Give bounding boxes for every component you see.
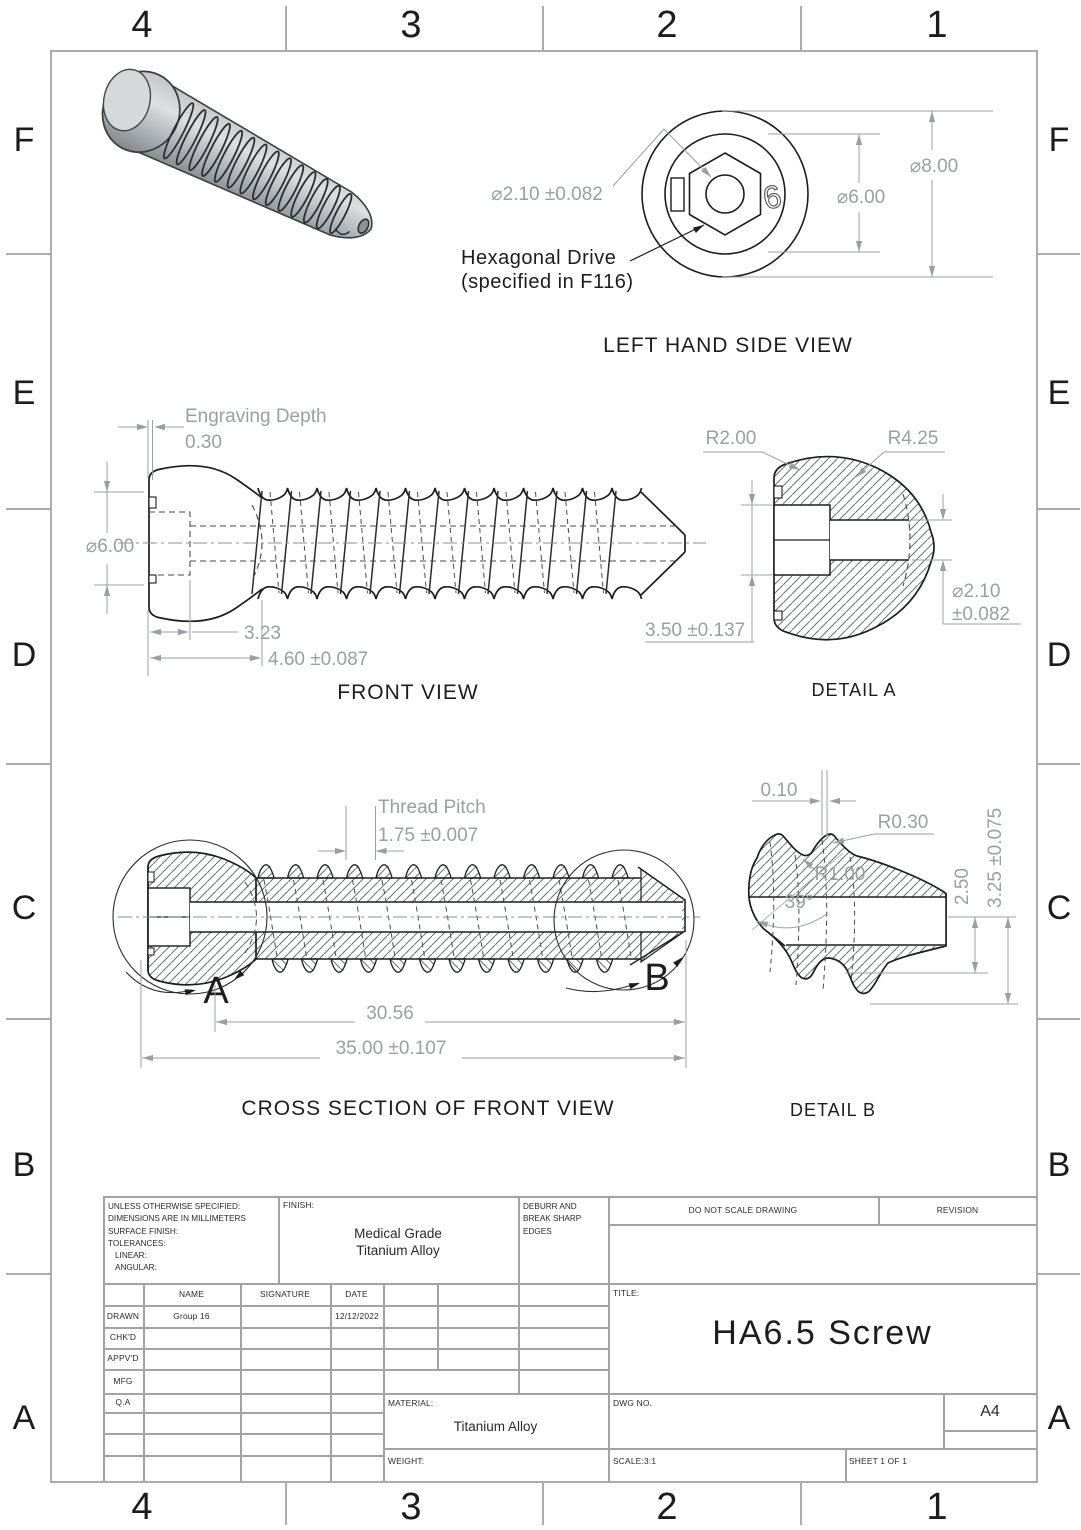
zone-row-label: B: [12, 1146, 36, 1184]
zone-row-label: E: [1047, 374, 1071, 412]
dim-hole-line1: ⌀2.10: [952, 581, 1001, 602]
scale-label: SCALE:3:1: [613, 1456, 657, 1466]
zone-row-label: D: [11, 636, 37, 674]
col-header-date: DATE: [345, 1289, 368, 1299]
detail-b-view: [749, 770, 1018, 1120]
material-value: Titanium Alloy: [453, 1419, 538, 1434]
drawn-name: Group 16: [173, 1311, 210, 1321]
zone-col-label: 4: [131, 1486, 153, 1528]
left-hand-side-view: [461, 111, 993, 357]
cannulation-circle: [706, 175, 744, 213]
dim-head-outer-diameter: ⌀8.00: [909, 156, 959, 177]
zone-row-label: D: [1046, 636, 1072, 674]
deburr-note: DEBURR AND BREAK SHARP EDGES: [523, 1202, 582, 1236]
view-title-lhs: LEFT HAND SIDE VIEW: [603, 334, 853, 357]
zone-row-label: E: [12, 374, 36, 412]
sheet-label: SHEET 1 OF 1: [849, 1456, 908, 1466]
dim-total-length: 35.00 ±0.107: [335, 1038, 447, 1059]
front-view: [86, 406, 706, 704]
engraved-six: 6: [759, 177, 785, 217]
dim-crest-radius: R0.30: [877, 812, 929, 833]
zone-col-label: 4: [131, 4, 153, 46]
dim-thread-angle: 39°: [784, 892, 814, 913]
dim-core-radius: 2.50: [952, 868, 973, 905]
zone-col-label: 2: [656, 1486, 678, 1528]
thread-pitch-value: 1.75 ±0.007: [378, 825, 479, 846]
weight-label: WEIGHT:: [388, 1456, 425, 1466]
zone-col-label: 3: [400, 4, 422, 46]
detail-a-view: [645, 428, 1021, 700]
dim-hole-diameter: ⌀2.10 ±0.082: [491, 184, 603, 205]
zone-col-label: 3: [400, 1486, 422, 1528]
row-label-qa: Q.A: [115, 1397, 131, 1407]
dim-outer-radius: 3.25 ±0.075: [985, 807, 1006, 908]
do-not-scale-note: DO NOT SCALE DRAWING: [688, 1205, 798, 1215]
view-title-detail-b: DETAIL B: [789, 1100, 877, 1120]
finish-label: FINISH:: [283, 1200, 315, 1210]
col-header-name: NAME: [179, 1289, 204, 1299]
dim-head-inner-diameter: ⌀6.00: [836, 187, 886, 208]
engraved-slot: [671, 178, 684, 211]
col-header-signature: SIGNATURE: [259, 1289, 311, 1299]
finish-value: Medical Grade Titanium Alloy: [354, 1226, 442, 1258]
view-title-front: FRONT VIEW: [337, 681, 479, 704]
zone-col-label: 1: [926, 1486, 948, 1528]
cross-section-view: [113, 797, 700, 1120]
row-label-appvd: APPV'D: [107, 1353, 139, 1363]
zone-row-label: F: [13, 121, 35, 159]
note-hex-drive-line1: Hexagonal Drive: [461, 247, 617, 269]
zone-col-label: 2: [656, 4, 678, 46]
title-label: TITLE:: [613, 1288, 640, 1298]
dim-hole-line2: ±0.082: [952, 604, 1010, 625]
row-label-chkd: CHK'D: [109, 1332, 137, 1342]
paper-size: A4: [980, 1403, 1000, 1420]
dim-head-radius: R4.25: [887, 428, 939, 449]
material-label: MATERIAL:: [388, 1398, 434, 1408]
zone-row-label: C: [11, 889, 37, 927]
detail-b-marker: B: [644, 957, 670, 999]
note-hex-drive-line2: (specified in F116): [461, 271, 634, 293]
thread-pitch-label: Thread Pitch: [378, 797, 486, 818]
zone-col-label: 1: [926, 4, 948, 46]
row-label-mfg: MFG: [113, 1376, 133, 1386]
zone-row-label: B: [1047, 1146, 1071, 1184]
dim-neck-radius: R2.00: [705, 428, 757, 449]
dim-core-diameter: ⌀6.00: [85, 536, 135, 557]
dim-head-length: 4.60 ±0.087: [268, 649, 369, 670]
zone-row-label: C: [1046, 889, 1072, 927]
view-title-section: CROSS SECTION OF FRONT VIEW: [241, 1097, 615, 1120]
engraving-depth-label: Engraving Depth: [185, 406, 327, 427]
detail-a-marker: A: [203, 970, 229, 1012]
dwg-no-label: DWG NO.: [613, 1398, 653, 1408]
dim-socket-depth: 3.23: [244, 623, 281, 644]
dim-root-radius: R1.00: [814, 864, 866, 885]
view-title-detail-a: DETAIL A: [811, 680, 897, 700]
drawn-date: 12/12/2022: [335, 1311, 379, 1321]
dim-socket-width: 3.50 ±0.137: [645, 620, 746, 641]
zone-row-label: F: [1048, 121, 1070, 159]
drawing-title: HA6.5 Screw: [712, 1314, 933, 1352]
engraving-depth-value: 0.30: [185, 432, 222, 453]
general-tolerances-note: UNLESS OTHERWISE SPECIFIED: DIMENSIONS ARE IN MILLIMETERS SURFACE FINISH: TOLERANCES: LINEAR: ANGULAR:: [108, 1202, 246, 1273]
isometric-view: [80, 54, 390, 266]
dim-crest-flat: 0.10: [760, 780, 798, 801]
row-label-drawn: DRAWN: [106, 1311, 140, 1321]
zone-row-label: A: [1047, 1399, 1071, 1437]
dim-thread-length: 30.56: [366, 1003, 414, 1024]
zone-row-label: A: [12, 1399, 36, 1437]
revision-label: REVISION: [936, 1205, 979, 1215]
